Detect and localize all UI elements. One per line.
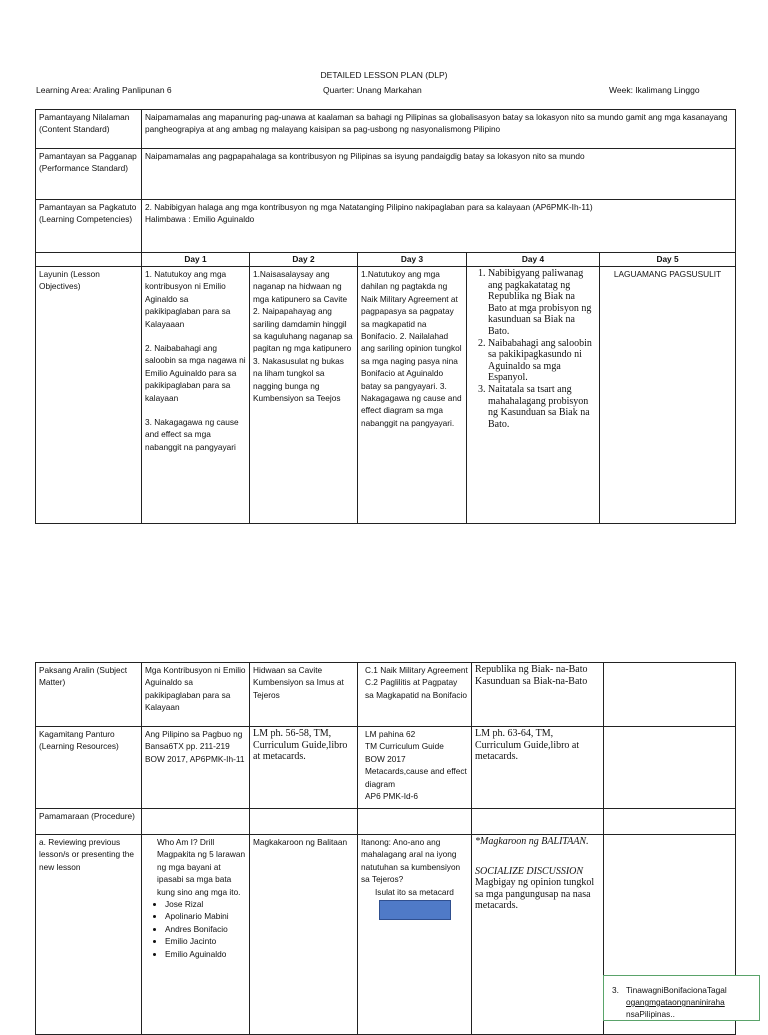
resources-day2: LM ph. 56-58, TM, Curriculum Guide,libro at metacards. — [250, 727, 358, 809]
content-standard-text: Naipamamalas ang mapanuring pag-unawa at kaalaman sa bahagi ng Pilipinas sa globalisasyon batay sa lokasyon nito sa mundo gamit ang mga kasanayang pangheograpiya at ang ambag ng malayang kaisipan sa pag-usbong ng nasyonalismong Pilipino — [142, 110, 736, 149]
competency-text — [142, 200, 736, 253]
reviewing-day3 — [358, 835, 472, 1035]
note-number: 3. — [612, 985, 619, 995]
objectives-day1 — [142, 267, 250, 524]
reviewing-label: a. Reviewing previous lesson/s or presenting the new lesson — [36, 835, 142, 1035]
objectives-label: Layunin (Lesson Objectives) — [36, 267, 142, 524]
day-2-header: Day 2 — [250, 253, 358, 267]
subject-matter-day3-a: C.1 Naik Military Agreement — [365, 665, 468, 675]
metacard-box — [379, 900, 451, 920]
hero-item-4: • Emilio Jacinto — [165, 935, 246, 947]
competency-line-2: Halimbawa : Emilio Aguinaldo — [145, 214, 255, 225]
objectives-day4 — [467, 267, 600, 524]
objective-day4-2: 2. Naibabahagi ang saloobin sa pakikipagkasundo ni Aguinaldo sa mga Espanyol. — [488, 338, 596, 384]
subject-matter-day4-b: Kasunduan sa Biak-na-Bato — [475, 675, 588, 687]
hero-item-2: • Apolinario Mabini — [165, 910, 246, 922]
objectives-row — [36, 267, 736, 524]
note-text-b: ogangmgataongnaniniraha — [626, 997, 725, 1007]
note-text-c: nsaPilipinas.. — [626, 1009, 675, 1019]
subject-matter-day4 — [472, 663, 604, 727]
content-standard-label: Pamantayang Nilalaman (Content Standard) — [36, 110, 142, 149]
subject-matter-day3-b: C.2 Paglilitis at Pagpatay sa Magkapatid na Bonifacio — [365, 677, 467, 700]
resources-day5 — [604, 727, 736, 809]
day-header-row — [36, 253, 736, 267]
objective-day1-3: 3. Nakagagawa ng cause and effect sa mga nabanggit na pangyayari — [145, 417, 239, 452]
resources-day1: Ang Pilipino sa Pagbuo ng Bansa6TX pp. 211-219 BOW 2017, AP6PMK-Ih-11 — [142, 727, 250, 809]
reviewing-day4-c: Magbigay ng opinion tungkol sa mga pangungusap na nasa metacards. — [475, 877, 595, 912]
objective-day1-2: 2. Naibabahagi ang saloobin sa mga nagawa ni Emilio Aguinaldo para sa pakikipaglaban para sa kalayaan — [145, 343, 246, 403]
reviewing-day1 — [142, 835, 250, 1035]
day-4-header: Day 4 — [467, 253, 600, 267]
performance-standard-label: Pamantayan sa Pagganap (Performance Standard) — [36, 149, 142, 200]
resources-day3-line3: BOW 2017 — [365, 753, 406, 764]
performance-standard-row — [36, 149, 736, 200]
resources-day3-line4: Metacards,cause and effect diagram — [365, 766, 467, 789]
subject-matter-row — [36, 663, 736, 727]
reviewing-day1-intro: Who Am I? Drill Magpakita ng 5 larawan ng mga bayani at ipasabi sa mga bata kung sino ang mga ito. — [157, 837, 246, 897]
day-header-empty — [36, 253, 142, 267]
resources-row — [36, 727, 736, 809]
lesson-plan-table-standards — [35, 109, 736, 524]
reviewing-day4-a: *Magkaroon ng BALITAAN. — [475, 836, 589, 847]
note-text-a: TinawagniBonifacionaTagal — [626, 985, 727, 995]
resources-day3-line1: LM pahina 62 — [365, 729, 416, 739]
resources-day4: LM ph. 63-64, TM, Curriculum Guide,libro at metacards. — [472, 727, 604, 809]
reviewing-day4 — [472, 835, 604, 1035]
objective-day4-1: 1. Nabibigyang paliwanag ang pagkakatatag ng Republika ng Biak na Bato at mga probisyon ng kasunduan sa Biak na Bato. — [488, 268, 596, 338]
competency-row — [36, 200, 736, 253]
day-3-header: Day 3 — [358, 253, 467, 267]
quarter: Quarter: Unang Markahan — [323, 85, 422, 95]
resources-day3-line2: TM Curriculum Guide — [365, 741, 444, 752]
procedure-label: Pamamaraan (Procedure) — [36, 809, 142, 835]
hero-item-5: • Emilio Aguinaldo — [165, 948, 246, 960]
resources-day3-line5: AP6 PMK-Id-6 — [365, 791, 419, 802]
competency-line-1: 2. Nabibigyan halaga ang mga kontribusyon ng mga Natatanging Pilipino nakipaglaban para sa kalayaan (AP6PMK-Ih-11) — [145, 202, 593, 212]
reviewing-day3-text: Itanong: Ano-ano ang mahalagang aral na iyong natutuhan sa kumbensiyon sa Tejeros? — [361, 837, 461, 885]
reviewing-day3-note: Isulat ito sa metacard — [375, 886, 454, 897]
objective-day4-3: 3. Naitatala sa tsart ang mahahalagang probisyon ng Kasunduan sa Biak na Bato. — [488, 384, 596, 430]
document-title: DETAILED LESSON PLAN (DLP) — [320, 70, 448, 80]
reviewing-day2: Magkakaroon ng Balitaan — [250, 835, 358, 1035]
resources-day3 — [358, 727, 472, 809]
hero-item-3: • Andres Bonifacio — [165, 923, 246, 935]
objective-day1-1: 1. Natutukoy ang mga kontribusyon ni Emilio Aginaldo sa pakikipaglaban para sa Kalayaaan — [145, 269, 231, 329]
performance-standard-text: Naipamamalas ang pagpapahalaga sa kontribusyon ng Pilipinas sa isyung pandaigdig batay sa lokasyon nito sa mundo — [142, 149, 736, 200]
reviewing-day4-b: SOCIALIZE DISCUSSION — [475, 865, 584, 877]
subject-matter-day5 — [604, 663, 736, 727]
learning-area: Learning Area: Araling Panlipunan 6 — [36, 85, 172, 95]
objectives-day5: LAGUAMANG PAGSUSULIT — [600, 267, 736, 524]
day-1-header: Day 1 — [142, 253, 250, 267]
subject-matter-label: Paksang Aralin (Subject Matter) — [36, 663, 142, 727]
week: Week: Ikalimang Linggo — [609, 85, 700, 95]
content-standard-row — [36, 110, 736, 149]
hero-item-1: • Jose Rizal — [165, 898, 246, 910]
objectives-day3: 1.Natutukoy ang mga dahilan ng pagtakda ng Naik Military Agreement at pagpapasya sa pagpatay sa magkapatid na Bonifacio. 2. Nailalahad ang sariling opinion tungkol sa mga naging pasya nina Bonifacio at Aguinaldo batay sa pangyayari. 3. Nakagagawa ng cause and effect diagram sa mga nabanggit na pangyayari. — [358, 267, 467, 524]
subject-matter-day3 — [358, 663, 472, 727]
subject-matter-day2: Hidwaan sa Cavite Kumbensiyon sa Imus at Tejeros — [250, 663, 358, 727]
objectives-day2: 1.Naisasalaysay ang naganap na hidwaan ng mga katipunero sa Cavite 2. Naipapahayag ang sariling damdamin hinggil sa kaguluhang naganap sa pagitan ng mga katipunero 3. Nakasusulat ng bukas na liham tungkol sa nagging bunga ng Kumbensiyon sa Teejos — [250, 267, 358, 524]
competency-label: Pamantayan sa Pagkatuto (Learning Competencies) — [36, 200, 142, 253]
floating-note — [603, 975, 760, 1021]
subject-matter-day1: Mga Kontribusyon ni Emilio Aguinaldo sa pakikipaglaban para sa Kalayaan — [142, 663, 250, 727]
procedure-row — [36, 809, 736, 835]
day-5-header: Day 5 — [600, 253, 736, 267]
resources-label: Kagamitang Panturo (Learning Resources) — [36, 727, 142, 809]
subject-matter-day4-a: Republika ng Biak- na-Bato — [475, 664, 588, 675]
